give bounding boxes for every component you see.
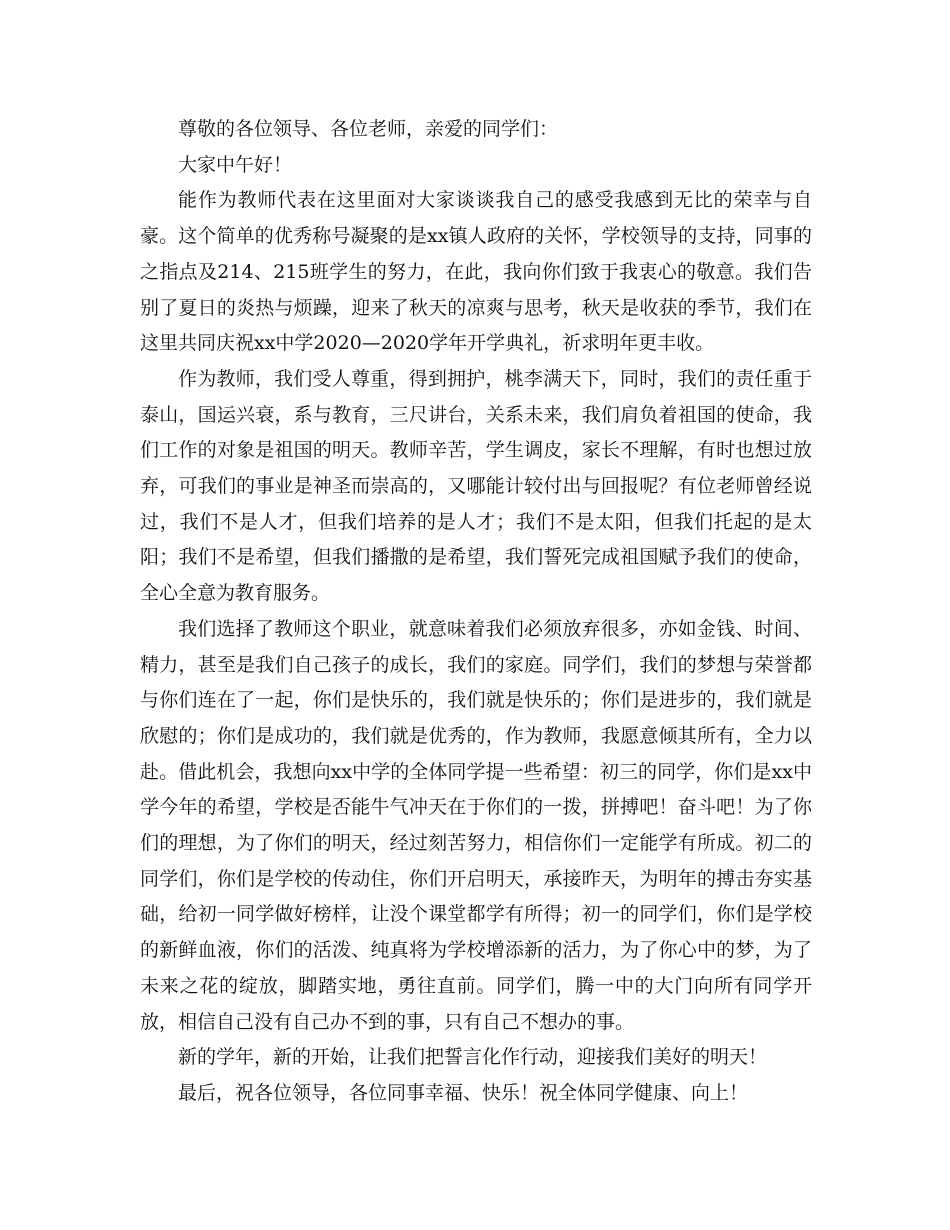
greeting: 大家中午好！ xyxy=(178,153,293,176)
paragraph-students-hope: 我们选择了教师这个职业，就意味着我们必须放弃很多，亦如金钱、时间、精力，甚至是我们自己孩子的成长，我们的家庭。同学们，我们的梦想与荣誉都与你们连在了一起，你们是快乐的，我们就是快乐的；你们是进步的，我们就是欣慰的；你们是成功的，我们就是优秀的，作为教师，我愿意倾其所有，全力以赴。借此机会，我想向xx中学的全体同学提一些希望：初三的同学，你们是xx中学今年的希望，学校是否能牛气冲天在于你们的一拨，拼搏吧！奋斗吧！为了你们的理想，为了你们的明天，经过刻苦努力，相信你们一定能学有所成。初二的同学们，你们是学校的传动住，你们开启明天，承接昨天，为明年的搏击夯实基础，给初一同学做好榜样，让没个课堂都学有所得；初一的同学们，你们是学校的新鲜血液，你们的活泼、纯真将为学校增添新的活力，为了你心中的梦，为了未来之花的绽放，脚踏实地，勇往直前。同学们，腾一中的大门向所有同学开放，相信自己没有自己办不到的事，只有自己不想办的事。 xyxy=(140,617,812,1033)
closing-wishes: 最后，祝各位领导，各位同事幸福、快乐！祝全体同学健康、向上！ xyxy=(178,1081,749,1104)
paragraph-teacher-duty: 作为教师，我们受人尊重，得到拥护，桃李满天下，同时，我们的责任重于泰山，国运兴衰，系与教育，三尺讲台，关系未来，我们肩负着祖国的使命，我们工作的对象是祖国的明天。教师辛苦，学生调皮，家长不理解，有时也想过放弃，可我们的事业是神圣而崇高的，又哪能计较付出与回报呢？有位老师曾经说过，我们不是人才，但我们培养的是人才；我们不是太阳，但我们托起的是太阳；我们不是希望，但我们播撒的是希望，我们誓死完成祖国赋予我们的使命，全心全意为教育服务。 xyxy=(140,367,812,605)
paragraph-intro: 能作为教师代表在这里面对大家谈谈我自己的感受我感到无比的荣幸与自豪。这个简单的优秀称号凝聚的是xx镇人政府的关怀，学校领导的支持，同事的之指点及214、215班学生的努力，在此，我向你们致于我衷心的敬意。我们告别了夏日的炎热与烦躁，迎来了秋天的凉爽与思考，秋天是收获的季节，我们在这里共同庆祝xx中学2020—2020学年开学典礼，祈求明年更丰收。 xyxy=(140,189,812,355)
document-body xyxy=(140,112,812,1112)
paragraph-new-year: 新的学年，新的开始，让我们把誓言化作行动，迎接我们美好的明天！ xyxy=(178,1046,768,1069)
salutation: 尊敬的各位领导、各位老师，亲爱的同学们： xyxy=(178,118,559,140)
